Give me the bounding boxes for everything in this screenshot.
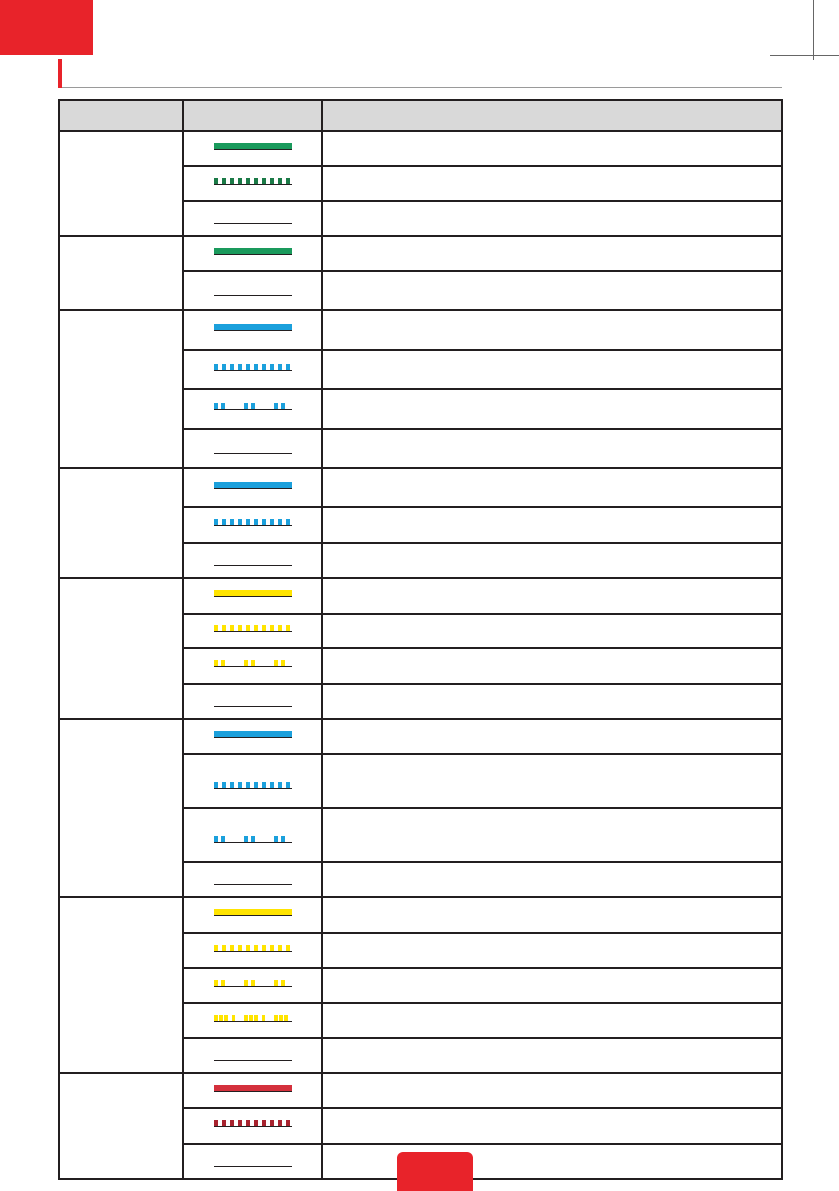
swatch-cell [183,543,322,578]
description-cell [322,684,782,719]
description-cell [322,201,782,236]
swatch-cell [183,968,322,1003]
thin-line-swatch [214,295,292,296]
dash-dot-line-swatch [214,836,292,843]
header-rule [62,87,782,88]
swatch-cell [183,507,322,543]
description-cell [322,429,782,468]
description-cell [322,310,782,350]
swatch-cell [183,389,322,429]
solid-line-swatch [214,1085,292,1092]
chapter-tab [0,0,93,55]
page-number-tab [397,1152,473,1191]
table-row [59,310,782,350]
description-cell [322,897,782,933]
table-body [59,131,782,1179]
swatch-cell [183,808,322,862]
dotted-line-swatch [214,945,292,952]
swatch-cell [183,166,322,201]
long-dash-line-swatch [214,1015,292,1022]
swatch-cell [183,754,322,808]
description-cell [322,543,782,578]
table-row [59,131,782,166]
table-header-row [59,100,782,131]
thin-line-swatch [214,223,292,224]
crop-mark [770,55,839,56]
thin-line-swatch [214,884,292,885]
table-row [59,1073,782,1108]
swatch-cell [183,201,322,236]
thin-line-swatch [214,1166,292,1167]
swatch-cell [183,236,322,271]
swatch-cell [183,429,322,468]
description-cell [322,468,782,507]
dotted-line-swatch [214,625,292,632]
swatch-cell [183,897,322,933]
category-cell [59,468,183,578]
thin-line-swatch [214,453,292,454]
solid-line-swatch [214,143,292,150]
description-cell [322,166,782,201]
description-cell [322,933,782,968]
description-cell [322,719,782,754]
section-marker [58,59,62,88]
dotted-line-swatch [214,364,292,371]
swatch-cell [183,271,322,310]
swatch-cell [183,933,322,968]
dash-dot-line-swatch [214,403,292,410]
category-cell [59,719,183,897]
swatch-cell [183,862,322,897]
description-cell [322,389,782,429]
table-row [59,719,782,754]
swatch-cell [183,1038,322,1073]
swatch-cell [183,131,322,166]
thin-line-swatch [214,1060,292,1061]
category-cell [59,578,183,719]
swatch-cell [183,648,322,684]
swatch-cell [183,719,322,754]
dash-dot-line-swatch [214,660,292,667]
swatch-cell [183,614,322,648]
header-category [59,100,183,131]
table-row [59,468,782,507]
swatch-cell [183,310,322,350]
table-row [59,236,782,271]
table-row [59,578,782,614]
swatch-cell [183,350,322,389]
swatch-cell [183,1144,322,1179]
dotted-line-swatch [214,519,292,526]
dotted-line-swatch [214,178,292,185]
description-cell [322,578,782,614]
description-cell [322,1003,782,1038]
description-cell [322,808,782,862]
category-cell [59,236,183,310]
description-cell [322,1144,782,1179]
description-cell [322,131,782,166]
table-row [59,897,782,933]
description-cell [322,648,782,684]
swatch-cell [183,468,322,507]
description-cell [322,236,782,271]
swatch-cell [183,1108,322,1144]
dotted-line-swatch [214,782,292,789]
solid-line-swatch [214,909,292,916]
solid-line-swatch [214,590,292,597]
description-cell [322,271,782,310]
line-legend-table [58,99,783,1180]
swatch-cell [183,1003,322,1038]
dotted-line-swatch [214,1120,292,1127]
solid-line-swatch [214,248,292,255]
category-cell [59,131,183,236]
swatch-cell [183,684,322,719]
header-line [183,100,322,131]
description-cell [322,754,782,808]
dash-dot-line-swatch [214,980,292,987]
description-cell [322,614,782,648]
solid-line-swatch [214,731,292,738]
description-cell [322,507,782,543]
swatch-cell [183,578,322,614]
category-cell [59,1073,183,1179]
crop-mark [813,0,814,60]
solid-line-swatch [214,324,292,331]
solid-line-swatch [214,482,292,489]
description-cell [322,862,782,897]
description-cell [322,968,782,1003]
swatch-cell [183,1073,322,1108]
description-cell [322,350,782,389]
description-cell [322,1073,782,1108]
thin-line-swatch [214,706,292,707]
header-description [322,100,782,131]
thin-line-swatch [214,565,292,566]
description-cell [322,1108,782,1144]
category-cell [59,310,183,468]
description-cell [322,1038,782,1073]
category-cell [59,897,183,1073]
